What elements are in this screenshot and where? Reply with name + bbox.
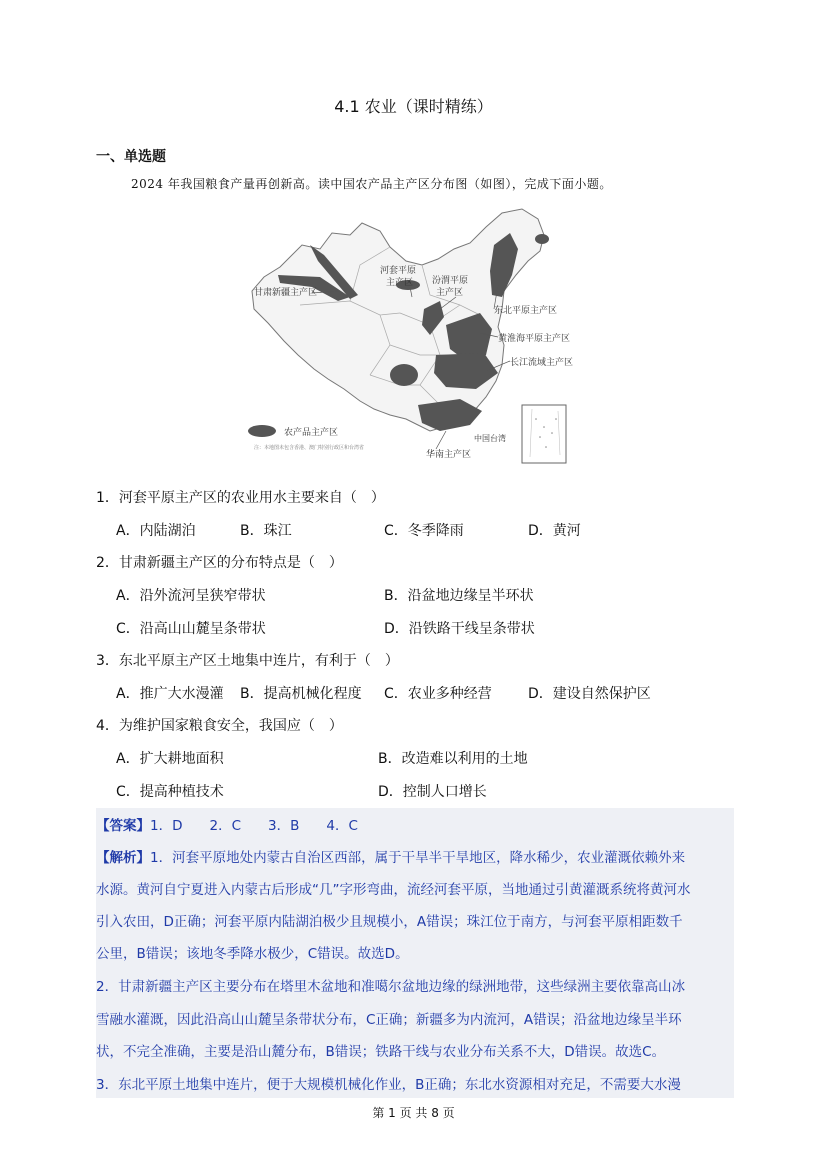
region-sichuan bbox=[390, 364, 418, 386]
label-hetao: 河套平原 bbox=[380, 266, 417, 276]
analysis-line-7: 状，不完全准确，主要是沿山麓分布，B错误；铁路干线与农业分布关系不大，D错误。故选C。 bbox=[96, 1044, 666, 1060]
analysis-line-1 bbox=[96, 846, 685, 866]
label-fenwei: 汾渭平原 bbox=[432, 276, 469, 286]
page-title: 4.1 农业（课时精练） bbox=[334, 97, 493, 116]
label-dongbei: 东北平原主产区 bbox=[494, 306, 558, 316]
label-changjiang: 长江流域主产区 bbox=[510, 358, 574, 368]
q2-option-c[interactable]: C．沿高山山麓呈条带状 bbox=[116, 621, 266, 637]
label-legend: 农产品主产区 bbox=[284, 428, 339, 438]
question-4: 4．为维护国家粮食安全，我国应（ ） bbox=[96, 718, 343, 734]
q4-option-d[interactable]: D．控制人口增长 bbox=[378, 784, 487, 800]
section-heading: 一、单选题 bbox=[96, 149, 166, 165]
q4-option-a[interactable]: A．扩大耕地面积 bbox=[116, 751, 224, 767]
answer-line bbox=[96, 814, 358, 834]
question-2: 2．甘肃新疆主产区的分布特点是（ ） bbox=[96, 555, 343, 571]
q2-option-b[interactable]: B．沿盆地边缘呈半环状 bbox=[384, 588, 534, 604]
analysis-text-1: 1．河套平原地处内蒙古自治区西部，属于干旱半干旱地区，降水稀少，农业灌溉依赖外来 bbox=[150, 850, 686, 866]
answer-text: 1．D 2．C 3．B 4．C bbox=[150, 818, 358, 834]
q1-option-d[interactable]: D．黄河 bbox=[528, 523, 581, 539]
question-1: 1．河套平原主产区的农业用水主要来自（ ） bbox=[96, 490, 385, 506]
q2-option-d[interactable]: D．沿铁路干线呈条带状 bbox=[384, 621, 535, 637]
map-note: 注：本地图未包含香港、澳门特别行政区和台湾省 bbox=[254, 445, 365, 451]
answer-tag: 【答案】 bbox=[96, 818, 150, 834]
south-china-sea-inset bbox=[522, 405, 566, 463]
q3-option-a[interactable]: A．推广大水漫灌 bbox=[116, 686, 224, 702]
q4-option-b[interactable]: B．改造难以利用的土地 bbox=[378, 751, 528, 767]
region-dongbei-north bbox=[535, 234, 549, 244]
analysis-line-2: 水源。黄河自宁夏进入内蒙古后形成“几”字形弯曲，流经河套平原，当地通过引黄灌溉系统将黄河水 bbox=[96, 882, 691, 898]
analysis-line-5: 2．甘肃新疆主产区主要分布在塔里木盆地和准噶尔盆地边缘的绿洲地带，这些绿洲主要依靠高山冰 bbox=[96, 979, 686, 995]
analysis-line-4: 公里，B错误；该地冬季降水极少，C错误。故选D。 bbox=[96, 946, 409, 962]
q4-option-c[interactable]: C．提高种植技术 bbox=[116, 784, 224, 800]
q1-option-b[interactable]: B．珠江 bbox=[240, 523, 292, 539]
analysis-line-8: 3．东北平原土地集中连片，便于大规模机械化作业，B正确；东北水资源相对充足，不需要大水漫 bbox=[96, 1077, 681, 1093]
q1-option-c[interactable]: C．冬季降雨 bbox=[384, 523, 464, 539]
analysis-line-6: 雪融水灌溉，因此沿高山山麓呈条带状分布，C正确；新疆多为内流河，A错误；沿盆地边缘呈半环 bbox=[96, 1012, 682, 1028]
q1-option-a[interactable]: A．内陆湖泊 bbox=[116, 523, 196, 539]
china-agriculture-map bbox=[240, 205, 576, 467]
intro-text: 2024 年我国粮食产量再创新高。读中国农产品主产区分布图（如图），完成下面小题。 bbox=[131, 177, 612, 191]
q3-option-c[interactable]: C．农业多种经营 bbox=[384, 686, 492, 702]
label-huanghuaihai: 黄淮海平原主产区 bbox=[498, 334, 571, 344]
q3-option-b[interactable]: B．提高机械化程度 bbox=[240, 686, 362, 702]
question-3: 3．东北平原主产区土地集中连片，有利于（ ） bbox=[96, 653, 399, 669]
label-hetao-2: 主产区 bbox=[386, 278, 414, 288]
analysis-tag: 【解析】 bbox=[96, 850, 150, 866]
legend-swatch bbox=[248, 425, 276, 437]
label-huanan: 华南主产区 bbox=[426, 450, 472, 460]
label-fenwei-2: 主产区 bbox=[436, 288, 464, 298]
label-taiwan: 中国台湾 bbox=[474, 434, 506, 443]
page-footer: 第 1 页 共 8 页 bbox=[372, 1106, 455, 1120]
analysis-line-3: 引入农田，D正确；河套平原内陆湖泊极少且规模小，A错误；珠江位于南方，与河套平原相距数千 bbox=[96, 914, 683, 930]
q2-option-a[interactable]: A．沿外流河呈狭窄带状 bbox=[116, 588, 266, 604]
q3-option-d[interactable]: D．建设自然保护区 bbox=[528, 686, 651, 702]
label-gansu: 甘肃新疆主产区 bbox=[254, 288, 318, 298]
